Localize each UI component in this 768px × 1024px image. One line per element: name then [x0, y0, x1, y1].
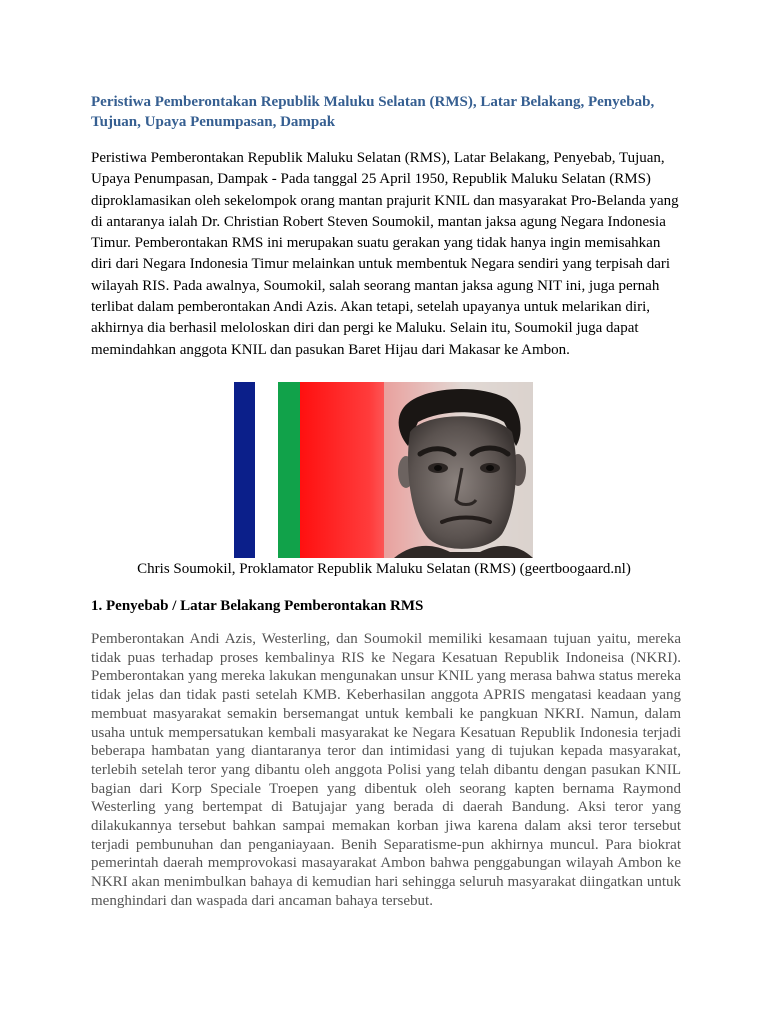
section-body-paragraph: Pemberontakan Andi Azis, Westerling, dan Soumokil memiliki kesamaan tujuan yaitu, mereka tidak puas terhadap proses kembalinya RIS ke Negara Kesatuan Republik Indoneisa (NKRI). Pemberontakan yang mereka lakukan mengunakan unsur KNIL yang merasa bahwa status mereka tidak jelas dan tidak pasti setelah KMB. Keberhasilan anggota APRIS mengatasi keadaan yang membuat masyarakat semakin bersemangat untuk kembali ke pangkuan NKRI. Namun, dalam usaha untuk mempersatukan kembali masyarakat ke Negara Kesatuan Republik Indonesia terjadi beberapa hambatan yang diantaranya teror dan intimidasi yang di tujukan kepada masyarakat, terlebih setelah teror yang dibantu oleh anggota Polisi yang telah dibantu dengan pasukan KNIL bagian dari Korp Speciale Troepen yang dibentuk oleh seorang kapten bernama Raymond Westerling yang bertempat di Batujajar yang berada di daerah Bandung. Aksi teror yang dilakukannya tersebut bahkan sampai memakan korban jiwa karena dalam aksi teror tersebut terjadi pembunuhan dan penganiayaan. Benih Separatisme-pun akhirnya muncul. Para biokrat pemerintah daerah memprovokasi masayarakat Ambon bahwa penggabungan wilayah Ambon ke NKRI akan menimbulkan bahaya di kemudian hari sehingga seluruh masyarakat diingatkan untuk menghindari dan waspada dari ancaman bahaya tersebut. [91, 631, 681, 909]
section-heading: 1. Penyebab / Latar Belakang Pemberontakan RMS [91, 598, 424, 614]
portrait-photo [384, 382, 533, 558]
article-title: Peristiwa Pemberontakan Republik Maluku Selatan (RMS), Latar Belakang, Penyebab, Tujuan, Upaya Penumpasan, Dampak [91, 94, 655, 130]
flag-stripe-green [278, 382, 300, 558]
figure-caption: Chris Soumokil, Proklamator Republik Maluku Selatan (RMS) (geertboogaard.nl) [137, 561, 631, 577]
flag-stripe-white [255, 382, 278, 558]
flag-stripe-blue [234, 382, 255, 558]
intro-paragraph: Peristiwa Pemberontakan Republik Maluku Selatan (RMS), Latar Belakang, Penyebab, Tujuan, Upaya Penumpasan, Dampak - Pada tanggal 25 April 1950, Republik Maluku Selatan (RMS) diproklamasikan oleh sekelompok orang mantan prajurit KNIL dan masyarakat Pro-Belanda yang di antaranya ialah Dr. Christian Robert Steven Soumokil, mantan jaksa agung Negara Indonesia Timur. Pemberontakan RMS ini merupakan suatu gerakan yang tidak hanya ingin memisahkan diri dari Negara Indonesia Timur melainkan untuk membentuk Negara sendiri yang terpisah dari wilayah RIS. Pada awalnya, Soumokil, salah seorang mantan jaksa agung NIT ini, juga pernah terlibat dalam pemberontakan Andi Azis. Akan tetapi, setelah upayanya untuk melarikan diri, akhirnya dia berhasil meloloskan diri dan pergi ke Maluku. Selain itu, Soumokil juga dapat memindahkan anggota KNIL dan pasukan Baret Hijau dari Makasar ke Ambon. [91, 150, 679, 358]
article-figure [234, 382, 533, 558]
